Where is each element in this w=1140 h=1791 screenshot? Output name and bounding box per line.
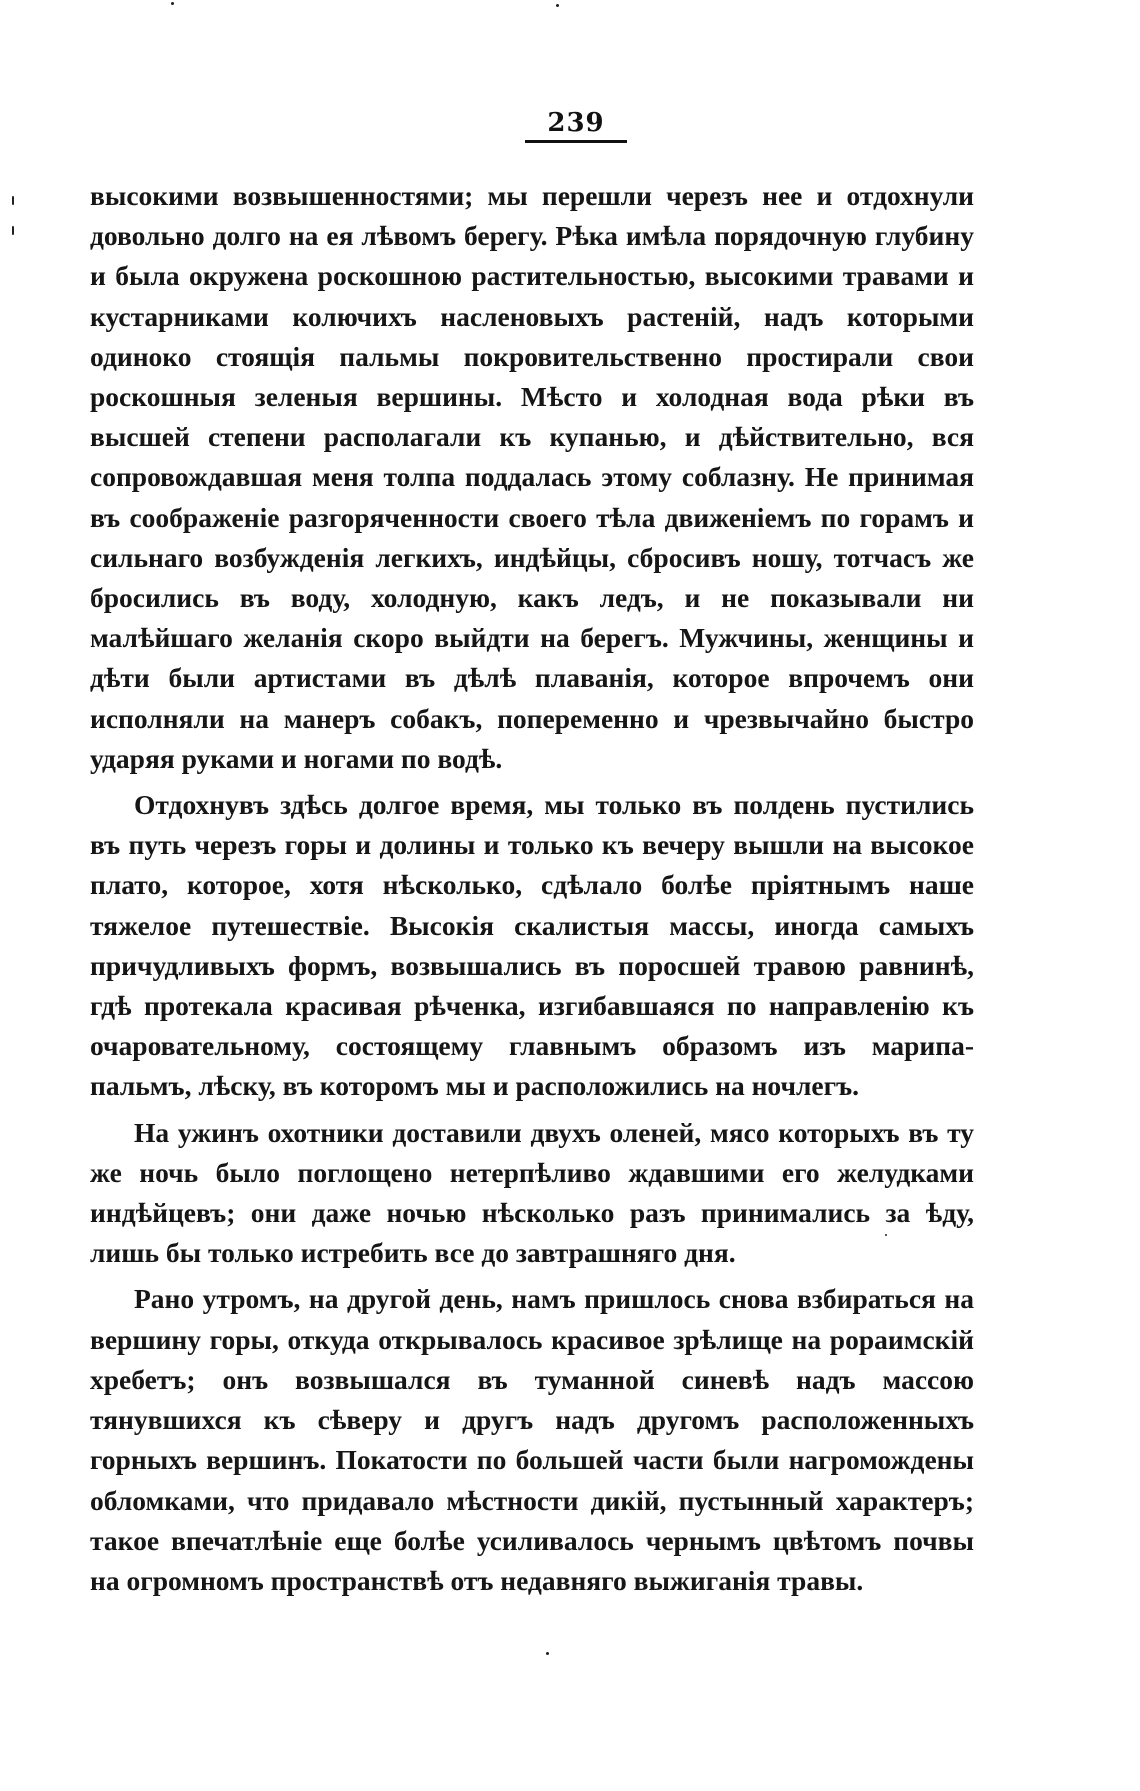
paragraph: Рано утромъ, на другой день, намъ пришлось снова взбираться на вершину горы, откуда открывалось красивое зрѣлище на рораимскій хребетъ; онъ возвышался въ туманной синевѣ надъ массою тянувшихся къ сѣверу и другъ надъ другомъ расположенныхъ горныхъ вершинъ. Покатости по большей части были нагромождены обломками, что придавало мѣстности дикій, пустынный характеръ; такое впечатлѣніе еще болѣе усиливалось чернымъ цвѣтомъ почвы на огромномъ пространствѣ отъ недавняго выжиганія травы. xyxy=(90,1283,974,1596)
paragraph: На ужинъ охотники доставили двухъ оленей, мясо которыхъ въ ту же ночь было поглощено нетерпѣливо ждавшими его желудками индѣйцевъ; они даже ночью нѣсколько разъ принимались за ѣду, лишь бы только истребить все до завтрашняго дня. xyxy=(90,1116,974,1269)
paragraph-continued: высокими возвышенностями; мы перешли черезъ нее и отдохнули довольно долго на ея лѣвомъ берегу. Рѣка имѣла порядочную глубину и была окружена роскошною растительностью, высокими травами и кустарниками колючихъ насленовыхъ растеній, надъ которыми одиноко стоящія пальмы покровительственно простирали свои роскошныя зеленыя вершины. Мѣсто и холодная вода рѣки въ высшей степени располагали къ купанью, и дѣйствительно, вся сопровождавшая меня толпа поддалась этому соблазну. Не принимая въ соображеніе разгоряченности своего тѣла движеніемъ по горамъ и сильнаго возбужденія легкихъ, индѣйцы, сбросивъ ношу, тотчасъ же бросились въ воду, холодную, какъ ледъ, и не показывали ни малѣйшаго желанія скоро выйдти на берегъ. Мужчины, женщины и дѣти были артистами въ дѣлѣ плаванія, которое впрочемъ они исполняли на манеръ собакъ, попеременно и чрезвычайно быстро ударяя руками и ногами по водѣ. xyxy=(90,180,974,774)
scan-speck xyxy=(12,226,14,235)
body-text xyxy=(90,176,974,1601)
scan-speck xyxy=(556,4,559,7)
paragraph: Отдохнувъ здѣсь долгое время, мы только въ полдень пустились въ путь черезъ горы и долины и только къ вечеру вышли на высокое плато, которое, хотя нѣсколько, сдѣлало болѣе пріятнымъ наше тяжелое путешествіе. Высокія скалистыя массы, иногда самыхъ причудливыхъ формъ, возвышались въ поросшей травою равнинѣ, гдѣ протекала красивая рѣченка, изгибавшаяся по направленію къ очаровательному, состоящему главнымъ образомъ изъ марипа-пальмъ, лѣску, въ которомъ мы и расположились на ночлегъ. xyxy=(90,789,974,1102)
scan-speck xyxy=(171,2,174,5)
scan-speck xyxy=(12,196,14,205)
scan-speck xyxy=(546,1652,549,1655)
page-number: 239 xyxy=(525,108,626,143)
page-header xyxy=(0,108,1140,143)
scan-speck xyxy=(885,1234,887,1236)
